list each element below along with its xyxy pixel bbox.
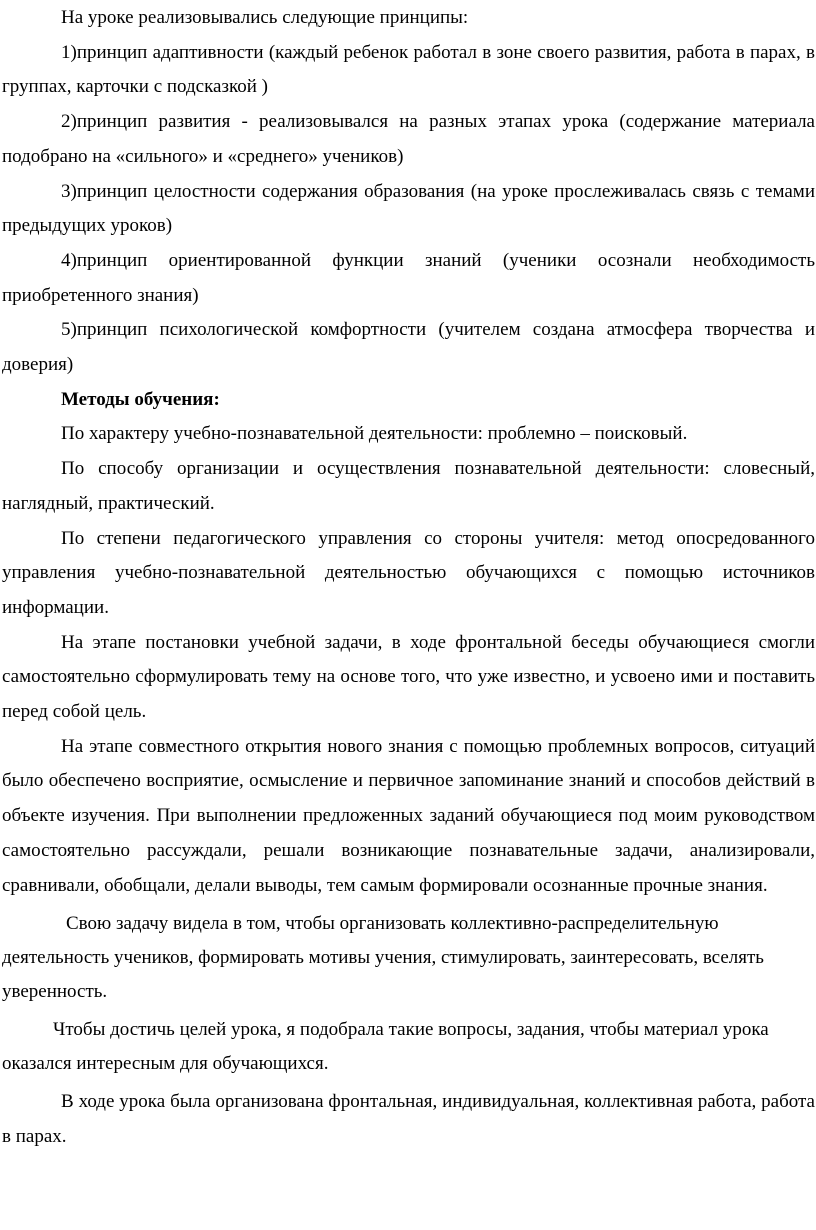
paragraph-method-3: По степени педагогического управления со стороны учителя: метод опосредованного управления учебно-познавательной деятельностью обучающихся с помощью источников информации. xyxy=(2,527,815,618)
paragraph-principle-1: 1)принцип адаптивности (каждый ребенок работал в зоне своего развития, работа в парах, в группах, карточки с подсказкой ) xyxy=(2,41,815,98)
paragraph-principle-3: 3)принцип целостности содержания образования (на уроке прослеживалась связь с темами предыдущих уроков) xyxy=(2,180,815,237)
paragraph-forms: В ходе урока была организована фронтальная, индивидуальная, коллективная работа, работа в парах. xyxy=(2,1091,815,1147)
paragraph-intro: На уроке реализовывались следующие принципы: xyxy=(61,7,469,28)
methods-heading: Методы обучения: xyxy=(61,388,220,410)
paragraph-principle-4: 4)принцип ориентированной функции знаний (ученики осознали необходимость приобретенного знания) xyxy=(2,249,815,306)
paragraph-principle-5: 5)принцип психологической комфортности (учителем создана атмосфера творчества и доверия) xyxy=(2,319,815,376)
paragraph-goals: Чтобы достичь целей урока, я подобрала такие вопросы, задания, чтобы материал урока оказался интересным для обучающихся. xyxy=(2,1019,769,1075)
paragraph-method-1: По характеру учебно-познавательной деятельности: проблемно – поисковый. xyxy=(61,423,688,445)
paragraph-task: Свою задачу видела в том, чтобы организовать коллективно-распределительную деятельность учеников, формировать мотивы учения, стимулировать, заинтересовать, вселять уверенность. xyxy=(2,913,764,1003)
paragraph-principle-2: 2)принцип развития - реализовывался на разных этапах урока (содержание материала подобрано на «сильного» и «среднего» учеников) xyxy=(2,111,815,167)
paragraph-stage-1: На этапе постановки учебной задачи, в ходе фронтальной беседы обучающиеся смогли самостоятельно сформулировать тему на основе того, что уже известно, и усвоено ими и поставить перед собой цель. xyxy=(2,631,815,723)
paragraph-method-2: По способу организации и осуществления познавательной деятельности: словесный, наглядный, практический. xyxy=(2,458,815,514)
paragraph-stage-2: На этапе совместного открытия нового знания с помощью проблемных вопросов, ситуаций было обеспечено восприятие, осмысление и первичное запоминание знаний и способов действий в объекте изучения. При выполнении предложенных заданий обучающиеся под моим руководством самостоятельно рассуждали, решали возникающие познавательные задачи, анализировали, сравнивали, обобщали, делали выводы, тем самым формировали осознанные прочные знания. xyxy=(2,735,815,896)
